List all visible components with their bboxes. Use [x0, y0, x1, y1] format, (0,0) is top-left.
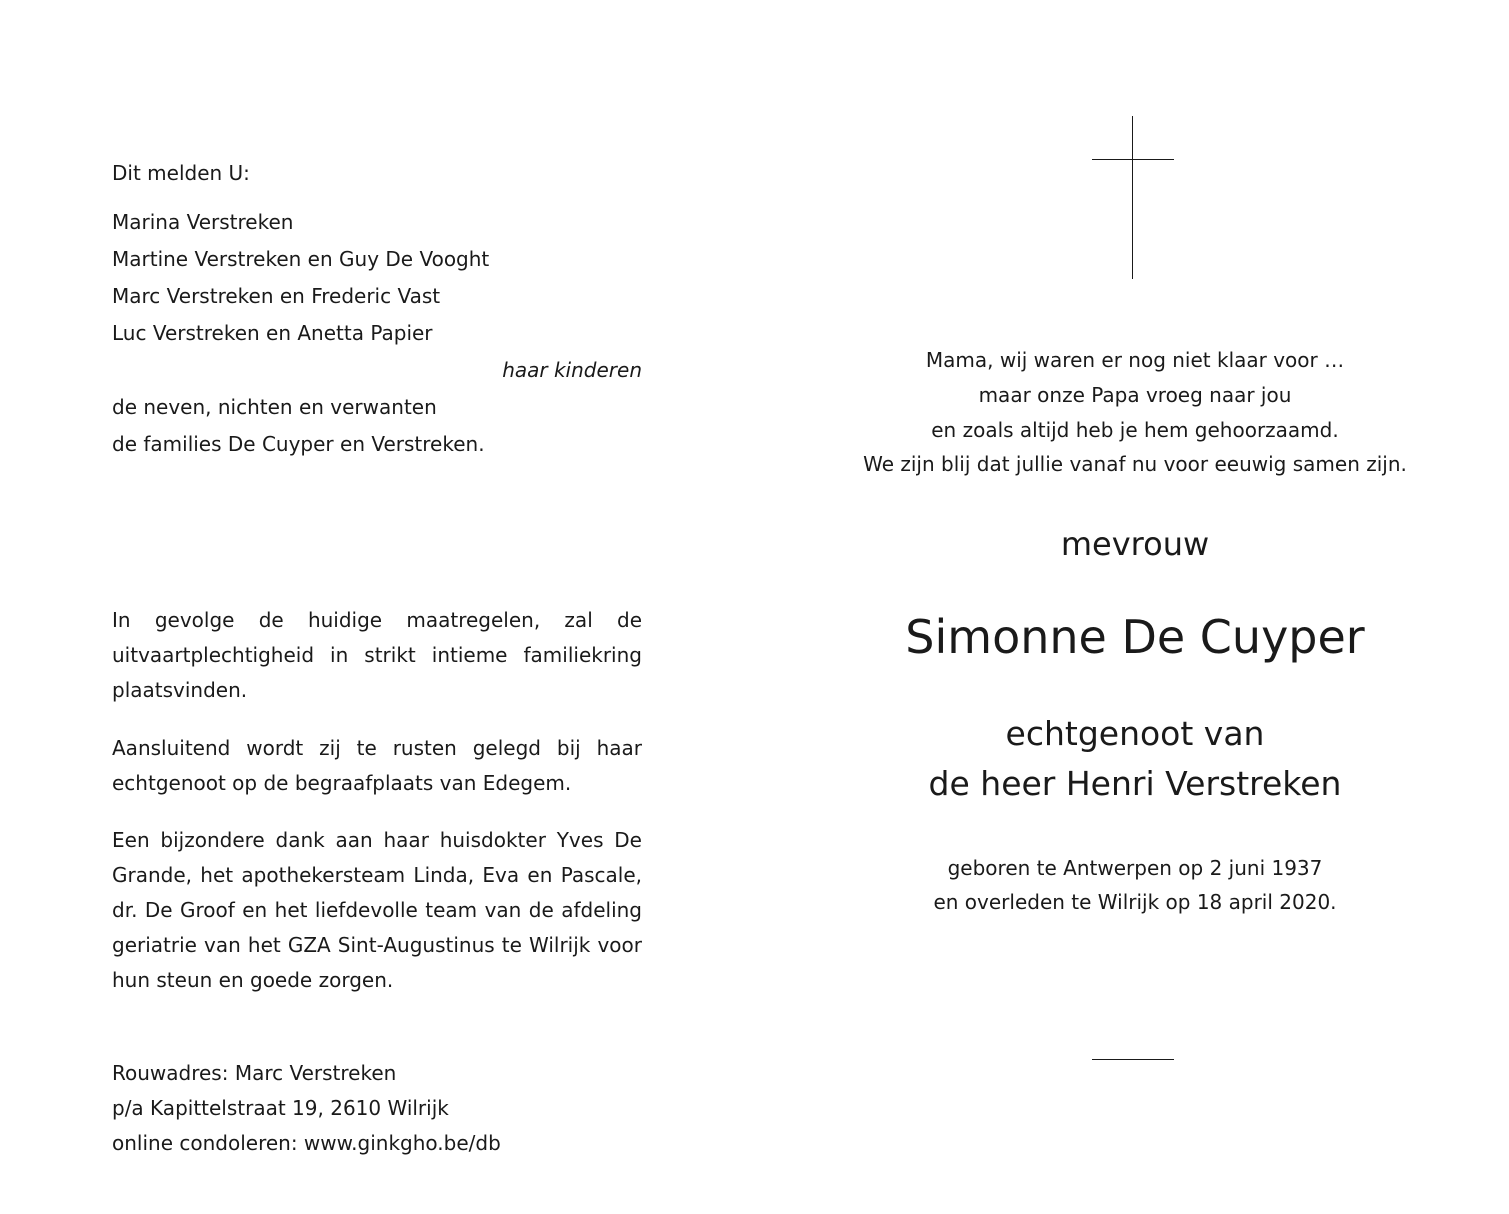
poem-line: We zijn blij dat jullie vanaf nu voor eeuwig samen zijn. [863, 452, 1407, 476]
spouse-name: de heer Henri Verstreken [928, 764, 1342, 803]
child-name: Marc Verstreken en Frederic Vast [112, 284, 441, 308]
mourning-address: Rouwadres: Marc Verstreken [112, 1061, 397, 1085]
children-role: haar kinderen [502, 358, 642, 382]
poem-line: en zoals altijd heb je hem gehoorzaamd. [931, 418, 1339, 442]
poem-line: Mama, wij waren er nog niet klaar voor … [925, 348, 1345, 372]
relatives-line: de neven, nichten en verwanten [112, 395, 437, 419]
relatives-line: de families De Cuyper en Verstreken. [112, 432, 485, 456]
deceased-name: Simonne De Cuyper [905, 610, 1365, 664]
spouse-label: echtgenoot van [1005, 714, 1265, 753]
salutation: mevrouw [1060, 525, 1210, 563]
cross-icon-bar [1092, 159, 1174, 160]
divider [1092, 1059, 1174, 1060]
birth-info: geboren te Antwerpen op 2 juni 1937 [947, 856, 1323, 880]
intro-text: Dit melden U: [112, 161, 250, 185]
cross-icon [1132, 116, 1133, 279]
mourning-address: p/a Kapittelstraat 19, 2610 Wilrijk [112, 1096, 449, 1120]
death-info: en overleden te Wilrijk op 18 april 2020. [933, 890, 1337, 914]
burial-paragraph: Aansluitend wordt zij te rusten gelegd bij haar echtgenoot op de begraafplaats van Edegem. [112, 736, 642, 795]
online-condolence-link: online condoleren: www.ginkgho.be/db [112, 1131, 501, 1155]
poem-line: maar onze Papa vroeg naar jou [978, 383, 1292, 407]
child-name: Marina Verstreken [112, 210, 294, 234]
child-name: Luc Verstreken en Anetta Papier [112, 321, 433, 345]
thanks-paragraph: Een bijzondere dank aan haar huisdokter Yves De Grande, het apothekersteam Linda, Eva en Pascale, dr. De Groof en het liefdevolle team van de afdeling geriatrie van het GZA Sint-Augustinus te Wilrijk voor hun steun en goede zorgen. [112, 828, 642, 992]
child-name: Martine Verstreken en Guy De Vooght [112, 247, 490, 271]
funeral-notice-paragraph: In gevolge de huidige maatregelen, zal de uitvaartplechtigheid in strikt intieme familiekring plaatsvinden. [112, 608, 642, 702]
